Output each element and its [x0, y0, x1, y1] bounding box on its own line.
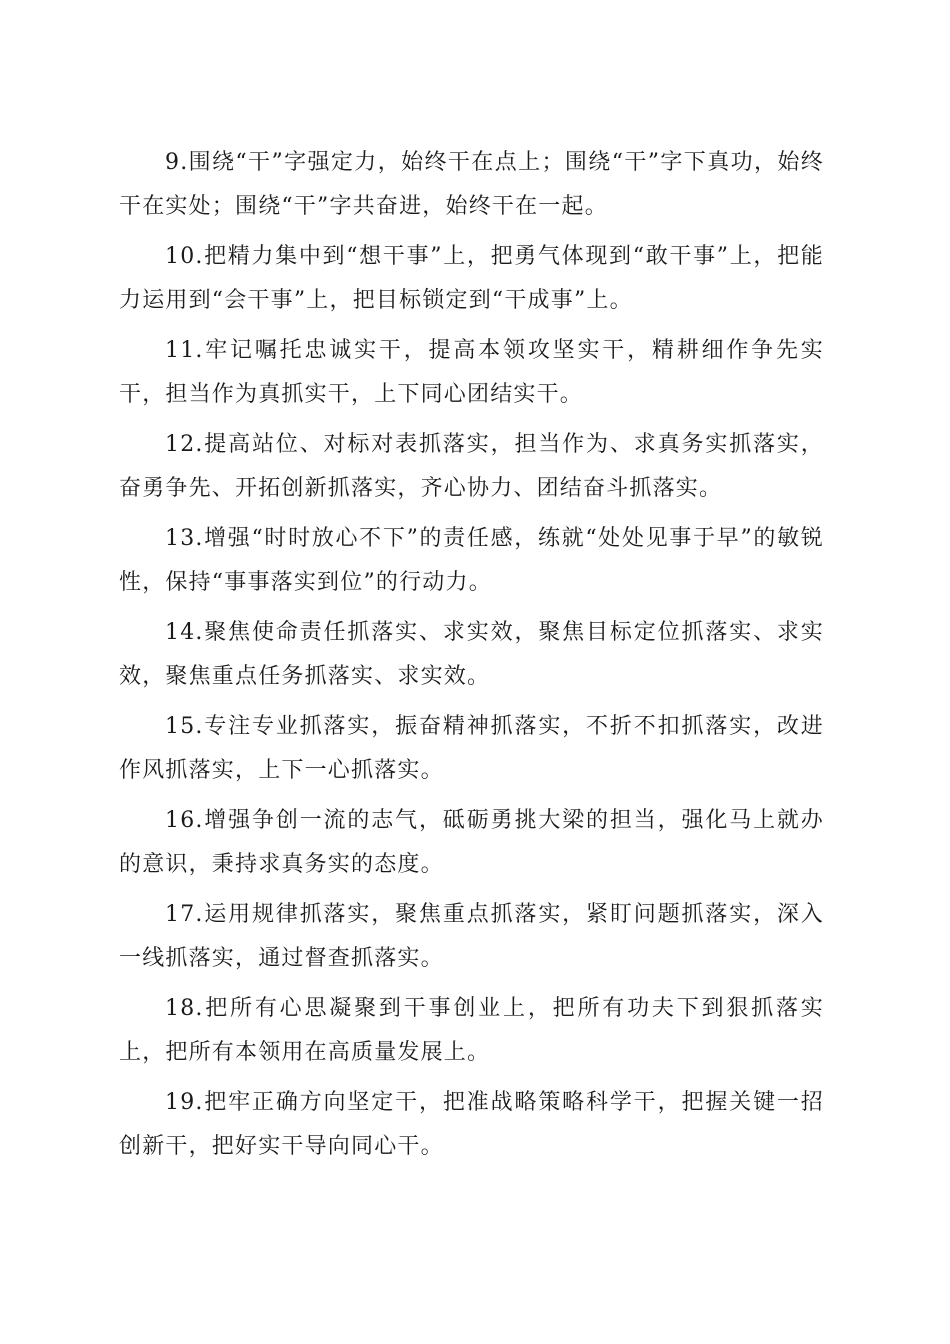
paragraph-9: 9.围绕“干”字强定力，始终干在点上；围绕“干”字下真功，始终干在实处；围绕“干”字共奋进，始终干在一起。	[119, 150, 824, 219]
paragraph-18: 18.把所有心思凝聚到干事创业上，把所有功夫下到狠抓落实上，把所有本领用在高质量发展上。	[119, 996, 824, 1065]
paragraph-17: 17.运用规律抓落实，聚焦重点抓落实，紧盯问题抓落实，深入一线抓落实，通过督查抓落实。	[119, 902, 824, 971]
paragraph-11: 11.牢记嘱托忠诚实干，提高本领攻坚实干，精耕细作争先实干，担当作为真抓实干，上下同心团结实干。	[119, 338, 824, 407]
paragraph-14: 14.聚焦使命责任抓落实、求实效，聚焦目标定位抓落实、求实效，聚焦重点任务抓落实、求实效。	[119, 620, 824, 689]
paragraph-13: 13.增强“时时放心不下”的责任感，练就“处处见事于早”的敏锐性，保持“事事落实到位”的行动力。	[119, 526, 824, 595]
paragraph-12: 12.提高站位、对标对表抓落实，担当作为、求真务实抓落实，奋勇争先、开拓创新抓落实，齐心协力、团结奋斗抓落实。	[119, 432, 824, 501]
paragraph-10: 10.把精力集中到“想干事”上，把勇气体现到“敢干事”上，把能力运用到“会干事”上，把目标锁定到“干成事”上。	[119, 244, 824, 313]
paragraph-19: 19.把牢正确方向坚定干，把准战略策略科学干，把握关键一招创新干，把好实干导向同心干。	[119, 1090, 824, 1159]
paragraph-15: 15.专注专业抓落实，振奋精神抓落实，不折不扣抓落实，改进作风抓落实，上下一心抓落实。	[119, 714, 824, 783]
document-body	[119, 141, 824, 1175]
paragraph-16: 16.增强争创一流的志气，砥砺勇挑大梁的担当，强化马上就办的意识，秉持求真务实的态度。	[119, 808, 824, 877]
